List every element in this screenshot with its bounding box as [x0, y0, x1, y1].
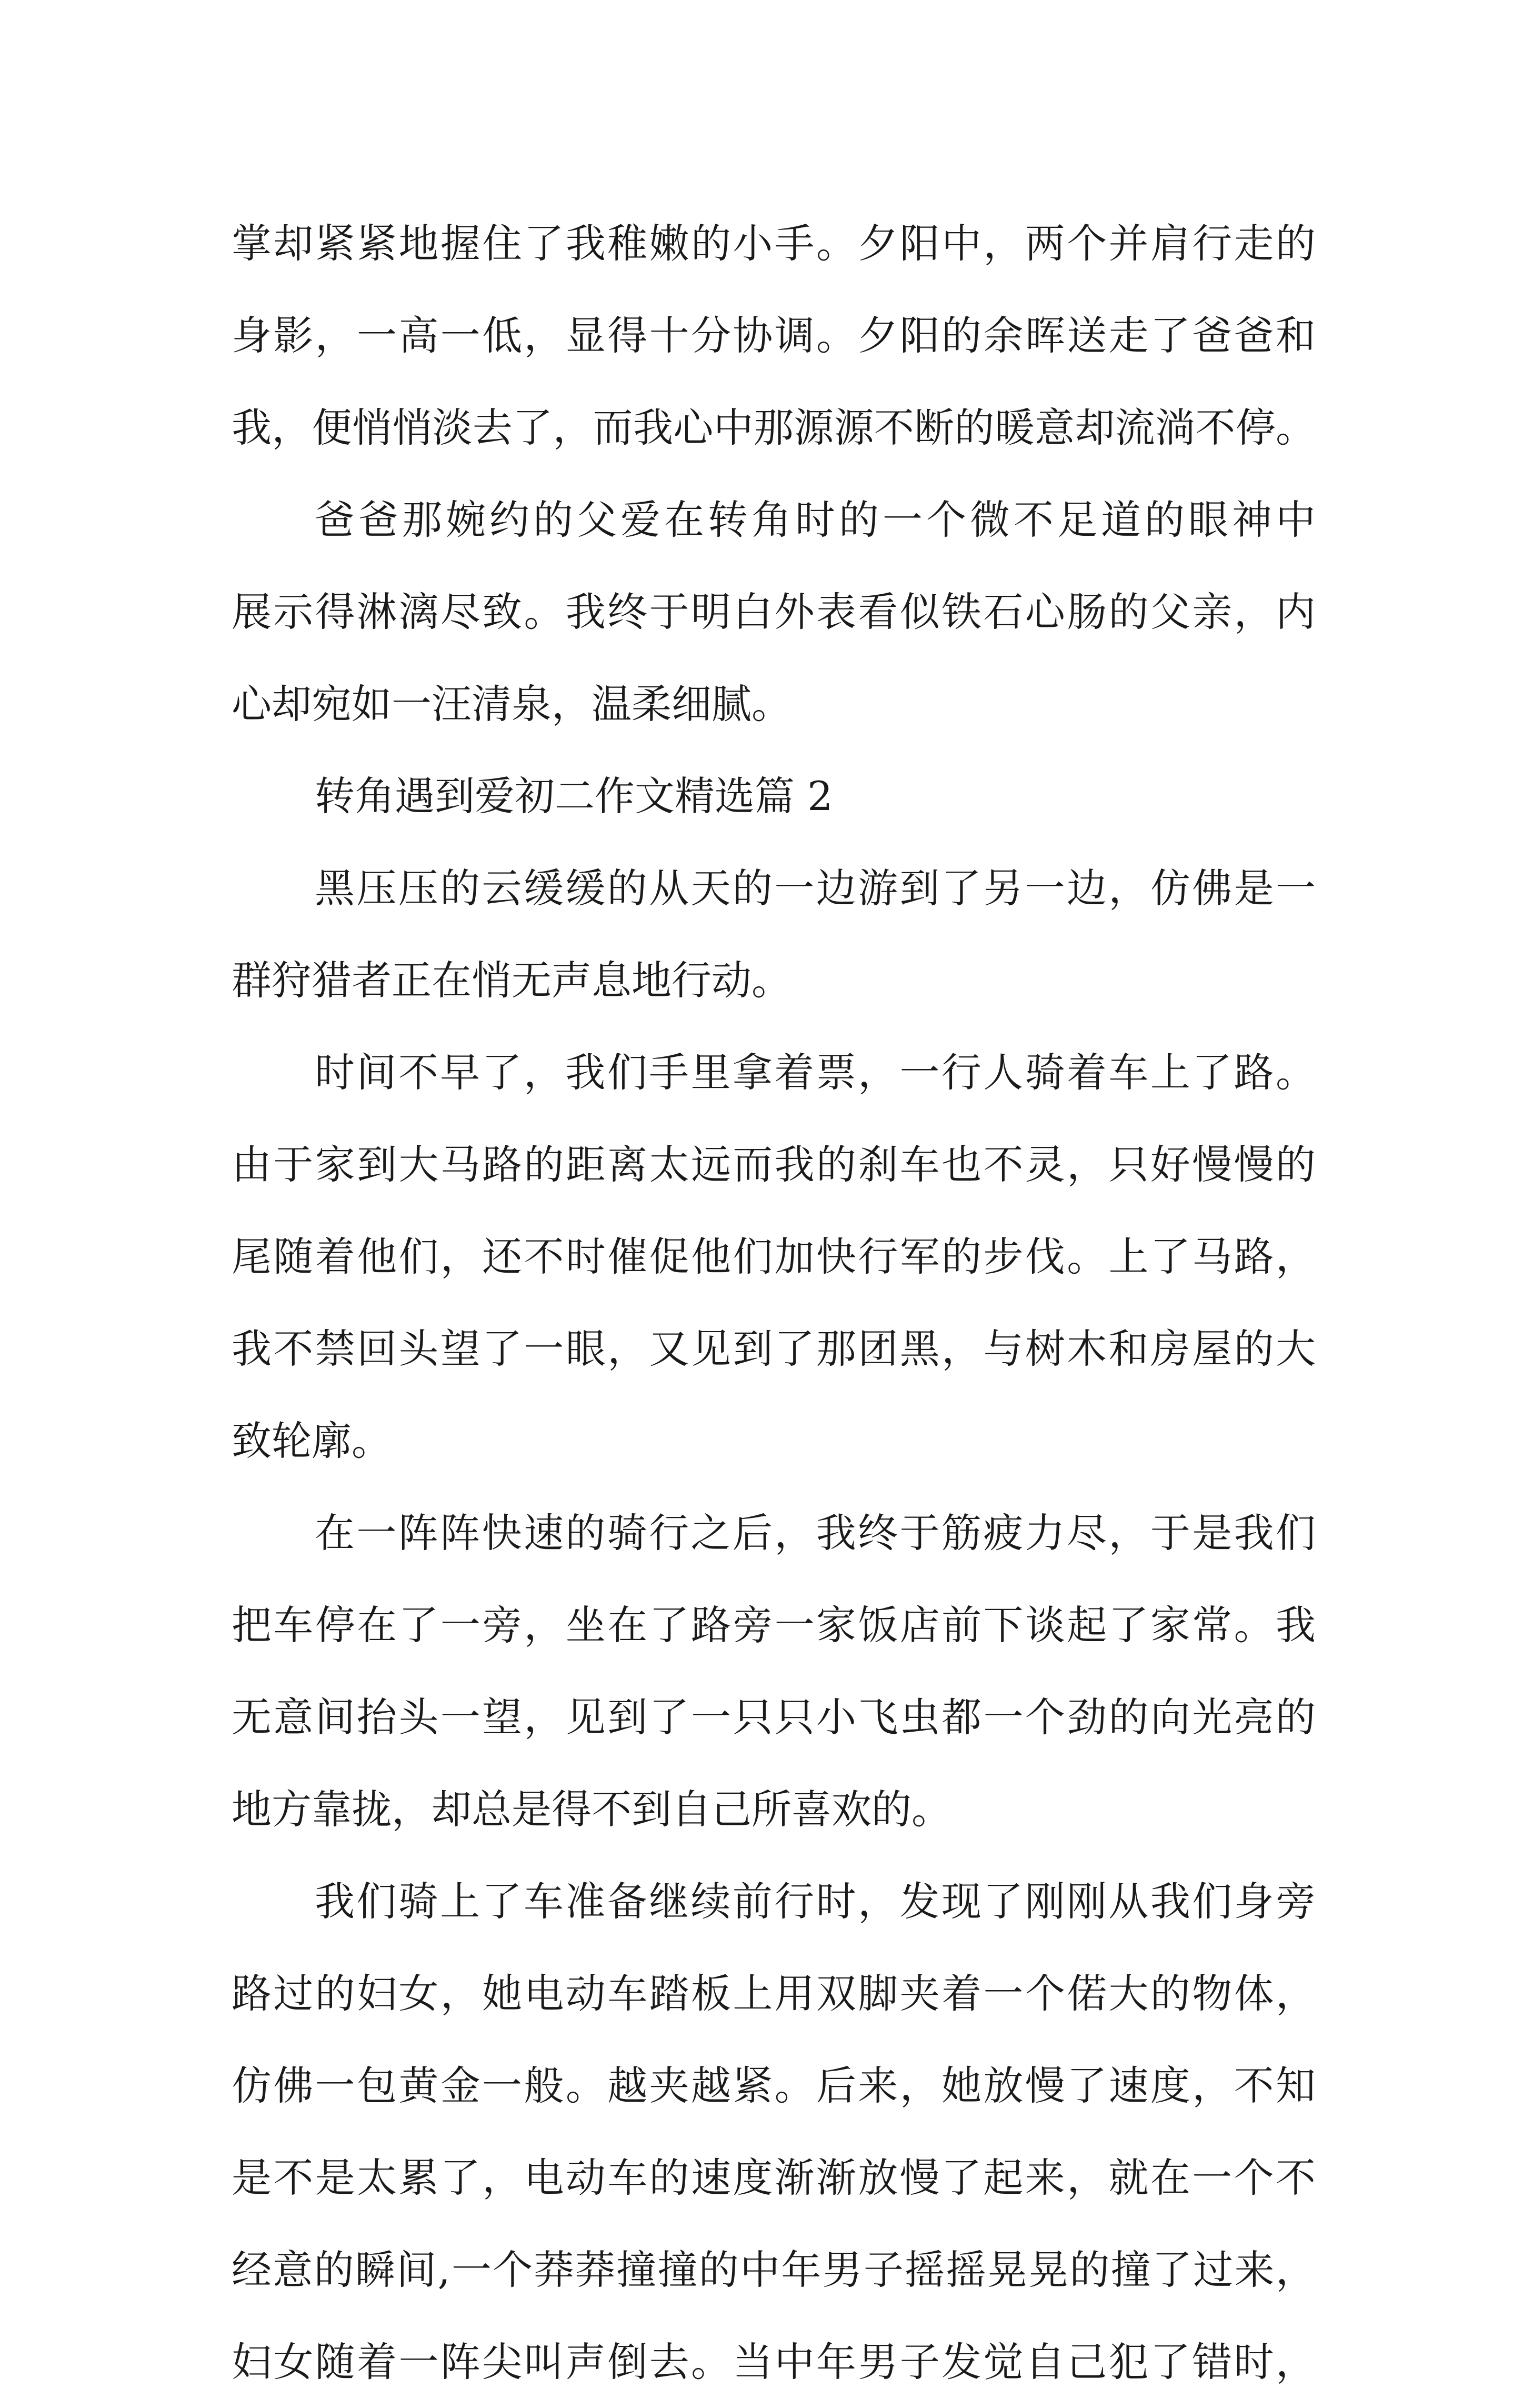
text-line: 由于家到大马路的距离太远而我的刹车也不灵，只好慢慢的: [232, 1141, 1316, 1188]
text-line: 掌却紧紧地握住了我稚嫩的小手。夕阳中，两个并肩行走的: [232, 220, 1316, 267]
text-line: 路过的妇女，她电动车踏板上用双脚夹着一个偌大的物体，: [232, 1970, 1316, 2017]
text-line: 心却宛如一汪清泉，温柔细腻。: [232, 681, 791, 727]
text-line: 致轮廓。: [232, 1417, 392, 1464]
text-line: 我不禁回头望了一眼，又见到了那团黑，与树木和房屋的大: [232, 1325, 1316, 1372]
text-line: 群狩猎者正在悄无声息地行动。: [232, 957, 791, 1004]
text-line: 展示得淋漓尽致。我终于明白外表看似铁石心肠的父亲，内: [232, 588, 1316, 635]
text-line: 我，便悄悄淡去了，而我心中那源源不断的暖意却流淌不停。: [232, 404, 1316, 451]
text-line: 是不是太累了，电动车的速度渐渐放慢了起来，就在一个不: [232, 2154, 1316, 2201]
text-line: 时间不早了，我们手里拿着票，一行人骑着车上了路。: [315, 1049, 1316, 1096]
essay-body: [232, 197, 1316, 2408]
text-line: 爸爸那婉约的父爱在转角时的一个微不足道的眼神中: [315, 496, 1316, 543]
text-line: 妇女随着一阵尖叫声倒去。当中年男子发觉自己犯了错时，: [232, 2339, 1316, 2385]
text-line: 身影，一高一低，显得十分协调。夕阳的余晖送走了爸爸和: [232, 312, 1316, 359]
text-line: 在一阵阵快速的骑行之后，我终于筋疲力尽，于是我们: [315, 1510, 1316, 1556]
text-line: 无意间抬头一望，见到了一只只小飞虫都一个劲的向光亮的: [232, 1694, 1316, 1741]
text-line: 地方靠拢，却总是得不到自己所喜欢的。: [232, 1786, 951, 1833]
text-line: 仿佛一包黄金一般。越夹越紧。后来，她放慢了速度，不知: [232, 2062, 1316, 2109]
text-line: 把车停在了一旁，坐在了路旁一家饭店前下谈起了家常。我: [232, 1602, 1316, 1648]
text-line: 尾随着他们，还不时催促他们加快行军的步伐。上了马路，: [232, 1233, 1316, 1280]
text-line: 黑压压的云缓缓的从天的一边游到了另一边，仿佛是一: [315, 865, 1316, 912]
text-line: 经意的瞬间,一个莽莽撞撞的中年男子摇摇晃晃的撞了过来，: [232, 2246, 1316, 2293]
text-line: 我们骑上了车准备继续前行时，发现了刚刚从我们身旁: [315, 1878, 1316, 1925]
section-heading: 转角遇到爱初二作文精选篇 2: [315, 773, 833, 820]
